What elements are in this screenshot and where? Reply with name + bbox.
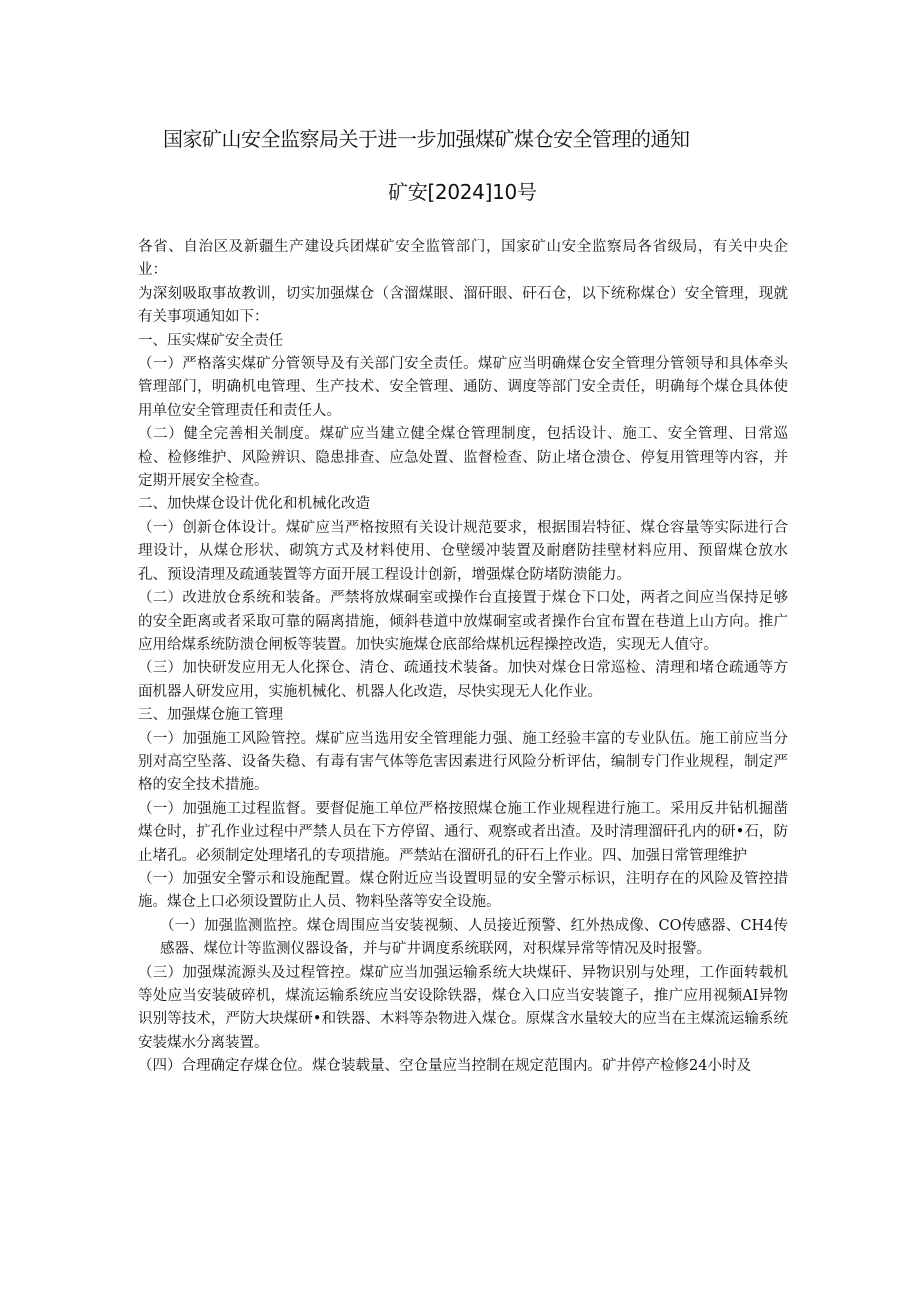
document-number: 矿安[2024]10号: [388, 180, 537, 204]
body-paragraph: （三）加强煤流源头及过程管控。煤矿应当加强运输系统大块煤矸、异物识别与处理，工作面转载机等处应当安装破碎机，煤流运输系统应当安设除铁器，煤仓入口应当安装篦子，推广应用视频AI异物识别等技术，严防大块煤研•和铁器、木料等杂物进入煤仓。原煤含水量较大的应当在主煤流运输系统安装煤水分离装置。: [138, 964, 788, 1051]
body-paragraph: （二）健全完善相关制度。煤矿应当建立健全煤仓管理制度，包括设计、施工、安全管理、日常巡检、检修维护、风险辨识、隐患排查、应急处置、监督检查、防止堵仓溃仓、停复用管理等内容，并定期开展安全检查。: [138, 426, 788, 490]
body-paragraph: （一）加强监测监控。煤仓周围应当安装视频、人员接近预警、红外热成像、CO传感器、CH4传感器、煤位计等监测仪器设备，并与矿井调度系统联网，对积煤异常等情况及时报警。: [160, 917, 788, 958]
section-heading: 三、加强煤仓施工管理: [138, 707, 283, 724]
section-heading: 二、加快煤仓设计优化和机械化改造: [138, 496, 370, 513]
document-title: 国家矿山安全监察局关于进一步加强煤矿煤仓安全管理的通知: [163, 127, 690, 151]
body-paragraph: （一）加强施工过程监督。要督促施工单位严格按照煤仓施工作业规程进行施工。采用反井钻机掘凿煤仓时，扩孔作业过程中严禁人员在下方停留、通行、观察或者出渣。及时清理溜矸孔内的研•石，防止堵孔。必须制定处理堵孔的专项措施。严禁站在溜研孔的矸石上作业。四、加强日常管理维护: [138, 800, 788, 864]
body-paragraph: （二）改进放仓系统和装备。严禁将放煤硐室或操作台直接置于煤仓下口处，两者之间应当保持足够的安全距离或者采取可靠的隔离措施，倾斜巷道中放煤硐室或者操作台宜布置在巷道上山方向。推广应用给煤系统防溃仓闸板等装置。加快实施煤仓底部给煤机远程操控改造，实现无人值守。: [138, 590, 788, 653]
document-body: [138, 236, 788, 1079]
body-paragraph: （一）加强施工风险管控。煤矿应当选用安全管理能力强、施工经验丰富的专业队伍。施工前应当分别对高空坠落、设备失稳、有毒有害气体等危害因素进行风险分析评估，编制专门作业规程，制定严格的安全技术措施。: [138, 730, 788, 794]
intro-paragraph: 为深刻吸取事故教训，切实加强煤仓（含溜煤眼、溜矸眼、矸石仓，以下统称煤仓）安全管理，现就有关事项通知如下：: [138, 285, 788, 326]
addressee-paragraph: 各省、自治区及新疆生产建设兵团煤矿安全监管部门，国家矿山安全监察局各省级局，有关中央企业：: [138, 239, 788, 279]
body-paragraph: （一）严格落实煤矿分管领导及有关部门安全责任。煤矿应当明确煤仓安全管理分管领导和具体牵头管理部门，明确机电管理、生产技术、安全管理、通防、调度等部门安全责任，明确每个煤仓具体使用单位安全管理责任和责任人。: [138, 356, 788, 419]
body-paragraph: （三）加快研发应用无人化探仓、清仓、疏通技术装备。加快对煤仓日常巡检、清理和堵仓疏通等方面机器人研发应用，实施机械化、机器人化改造，尽快实现无人化作业。: [138, 660, 788, 700]
section-heading: 一、压实煤矿安全责任: [138, 332, 283, 349]
body-paragraph: （一）加强安全警示和设施配置。煤仓附近应当设置明显的安全警示标识，注明存在的风险及管控措施。煤仓上口必须设置防止人员、物料坠落等安全设施。: [138, 870, 788, 911]
body-paragraph: （四）合理确定存煤仓位。煤仓装载量、空仓量应当控制在规定范围内。矿井停产检修24小时及: [138, 1058, 751, 1075]
body-paragraph: （一）创新仓体设计。煤矿应当严格按照有关设计规范要求，根据围岩特征、煤仓容量等实际进行合理设计，从煤仓形状、砌筑方式及材料使用、仓壁缓冲装置及耐磨防挂壁材料应用、预留煤仓放水孔、预设清理及疏通装置等方面开展工程设计创新，增强煤仓防堵防溃能力。: [138, 519, 788, 583]
